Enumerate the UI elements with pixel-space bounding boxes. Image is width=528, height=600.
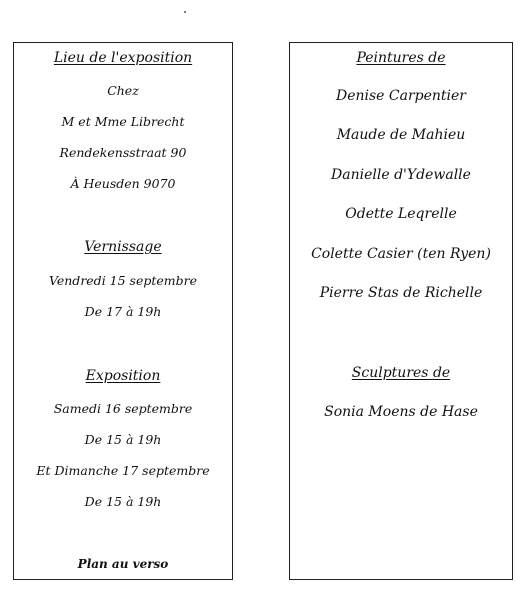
scan-speck <box>184 11 186 13</box>
exposition-saturday: Samedi 16 septembre <box>53 401 193 416</box>
map-on-back-note: Plan au verso <box>77 557 169 571</box>
vernissage-hours: De 17 à 19h <box>84 304 162 319</box>
exposition-saturday-hours: De 15 à 19h <box>84 432 162 447</box>
exposition-heading: Exposition <box>85 368 161 384</box>
venue-line-street: Rendekensstraat 90 <box>59 145 187 160</box>
painter-name: Odette Leqrelle <box>345 206 457 222</box>
exposition-sunday-hours: De 15 à 19h <box>84 494 162 509</box>
sculptor-name: Sonia Moens de Hase <box>324 404 478 420</box>
painter-name: Maude de Mahieu <box>336 127 466 143</box>
artists-panel <box>289 42 513 580</box>
venue-line-hosts: M et Mme Librecht <box>61 114 185 129</box>
paintings-heading: Peintures de <box>356 50 446 66</box>
sculptures-heading: Sculptures de <box>351 365 451 381</box>
event-info-panel <box>13 42 233 580</box>
vernissage-date: Vendredi 15 septembre <box>48 273 198 288</box>
painter-name: Denise Carpentier <box>335 88 467 104</box>
painter-name: Colette Casier (ten Ryen) <box>311 246 491 262</box>
venue-line-city: À Heusden 9070 <box>70 176 176 191</box>
painter-name: Pierre Stas de Richelle <box>319 285 483 301</box>
painter-name: Danielle d'Ydewalle <box>331 167 471 183</box>
venue-line-chez: Chez <box>107 83 139 98</box>
venue-heading: Lieu de l'exposition <box>53 50 193 66</box>
vernissage-heading: Vernissage <box>84 239 162 255</box>
exposition-sunday: Et Dimanche 17 septembre <box>36 463 210 478</box>
